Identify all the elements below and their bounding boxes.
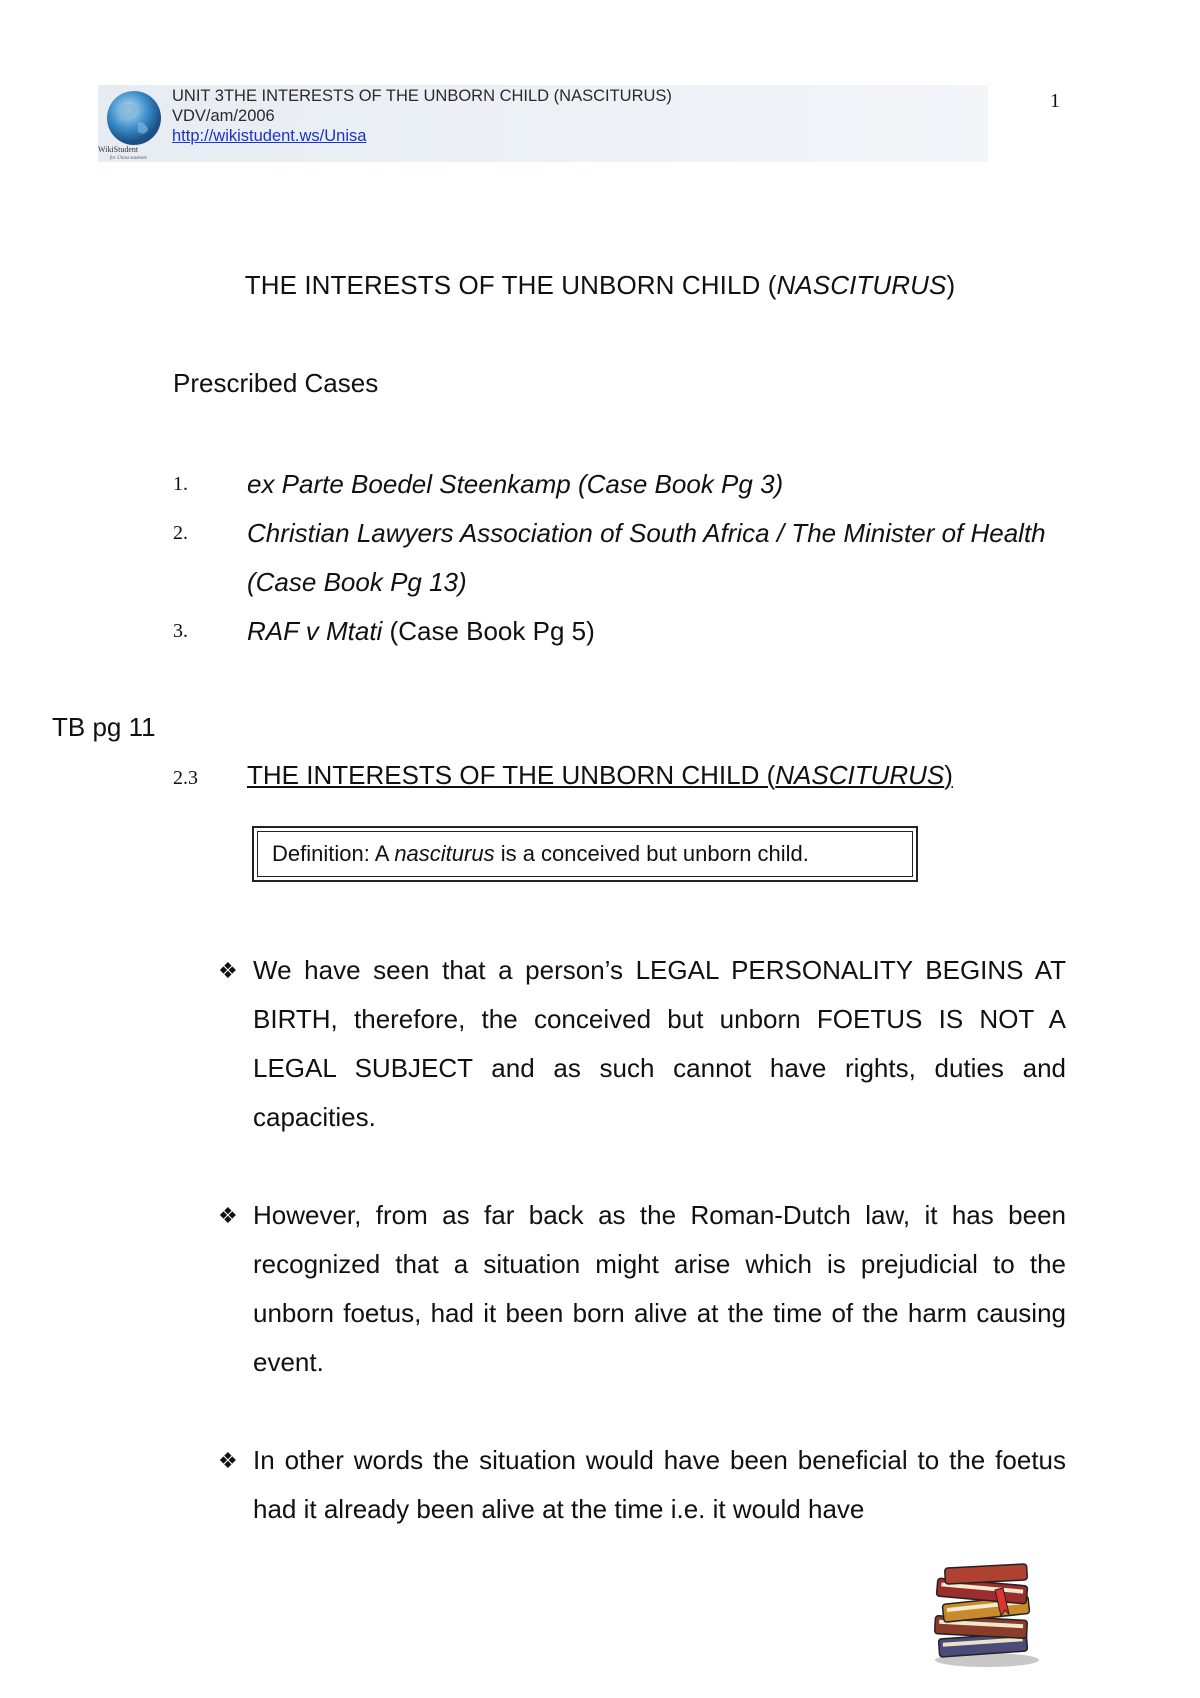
title-italic: NASCITURUS [776,270,947,300]
case-title: ex Parte Boedel Steenkamp (Case Book Pg 3) [247,469,784,499]
header-text [172,86,672,146]
svg-text:WikiStudent: WikiStudent [98,145,139,154]
diamond-bullet-icon: ❖ [218,1448,238,1473]
bullet-list [218,946,1066,1583]
bullet-text: In other words the situation would have been beneficial to the foetus had it already been alive at the time i.e. it would have [253,1445,1066,1524]
definition-text [257,831,913,877]
bullet-text: However, from as far back as the Roman-Dutch law, it has been recognized that a situation might arise which is prejudicial to the unborn foetus, had it been born alive at the time of the harm causing event. [253,1200,1066,1377]
subsection-title [247,760,953,790]
document-title [0,270,1200,301]
page-number: 1 [1050,90,1060,112]
case-item [173,460,1073,509]
definition-suffix: is a conceived but unborn child. [494,841,809,866]
wikistudent-link[interactable]: http://wikistudent.ws/Unisa [172,127,367,145]
title-close: ) [946,270,956,300]
case-number: 3. [173,620,188,642]
prescribed-cases-heading: Prescribed Cases [173,368,379,398]
textbook-page-reference: TB pg 11 [52,712,156,742]
case-item [173,509,1073,607]
case-title: RAF v Mtati [247,616,383,646]
subsection-title-italic: NASCITURUS [775,760,945,790]
case-title: Christian Lawyers Association of South Africa / The Minister of Health (Case Book Pg 13) [247,518,1046,597]
case-list [173,460,1073,656]
svg-text:for Unisa students: for Unisa students [110,156,147,160]
subsection-number: 2.3 [173,767,198,789]
books-stack-icon [925,1560,1045,1670]
case-number: 1. [173,473,188,495]
definition-prefix: Definition: A [272,841,395,866]
subsection-title-close: ) [944,760,953,790]
header-line-unit: UNIT 3THE INTERESTS OF THE UNBORN CHILD (NASCITURUS) [172,87,672,105]
subsection-heading [173,760,953,791]
bullet-paragraph [218,1436,1066,1534]
definition-box [252,826,918,882]
bullet-paragraph [218,946,1066,1142]
definition-term: nasciturus [394,841,495,866]
case-number: 2. [173,522,188,544]
bullet-paragraph [218,1191,1066,1387]
diamond-bullet-icon: ❖ [218,1203,238,1228]
case-ref: (Case Book Pg 5) [382,616,595,646]
bullet-text: We have seen that a person’s LEGAL PERSONALITY BEGINS AT BIRTH, therefore, the conceived but unborn FOETUS IS NOT A LEGAL SUBJECT and as such cannot have rights, duties and capacities. [253,955,1066,1132]
wikistudent-globe-logo [96,86,174,160]
subsection-title-text: THE INTERESTS OF THE UNBORN CHILD ( [247,760,776,790]
case-item [173,607,1073,656]
title-text: THE INTERESTS OF THE UNBORN CHILD ( [244,270,777,300]
diamond-bullet-icon: ❖ [218,958,238,983]
header-line-author: VDV/am/2006 [172,107,275,125]
